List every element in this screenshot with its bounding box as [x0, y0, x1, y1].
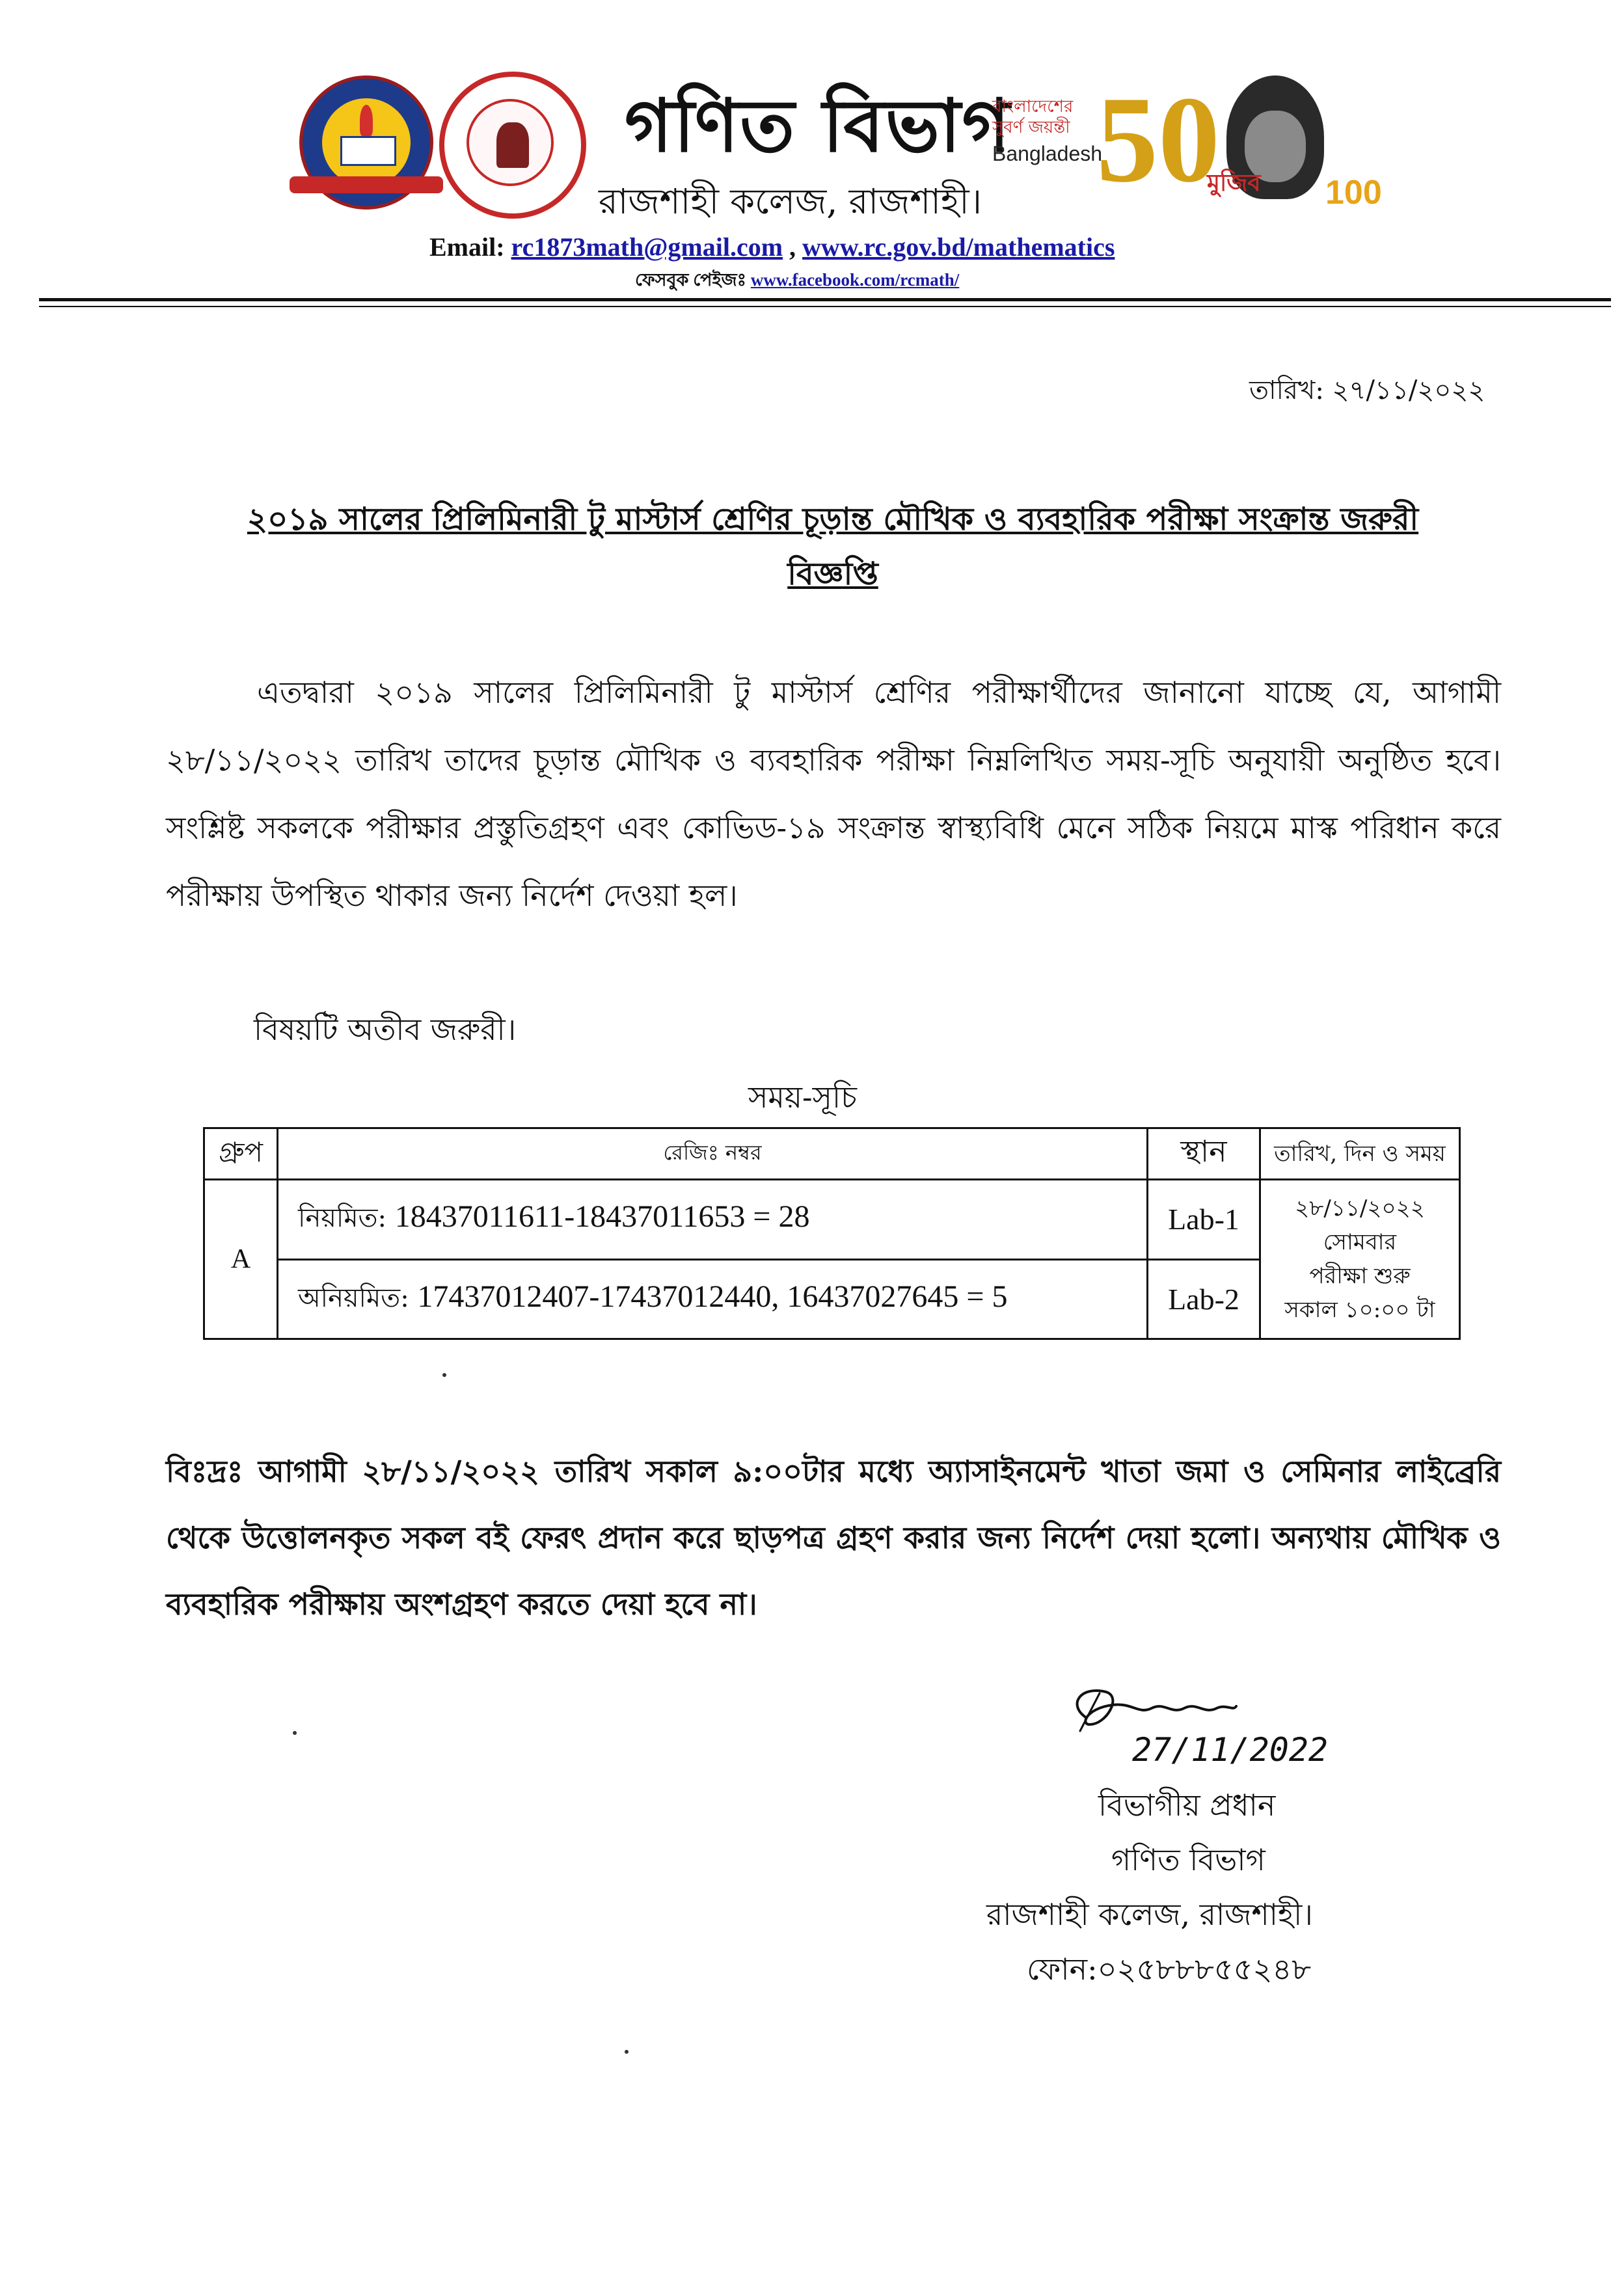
- department-title: গণিত বিভাগ: [625, 83, 1011, 169]
- table-header-row: [204, 1128, 1460, 1180]
- email-link[interactable]: rc1873math@gmail.com: [511, 232, 783, 262]
- facebook-label: ফেসবুক পেইজঃ: [635, 270, 747, 290]
- exam-time: সকাল ১০:০০ টা: [1284, 1297, 1435, 1323]
- rajshahi-college-logo: [299, 75, 433, 210]
- schedule-table: [203, 1127, 1461, 1340]
- header-divider-thin: [39, 306, 1611, 307]
- place-cell: Lab-2: [1148, 1259, 1260, 1339]
- notice-title: [169, 492, 1496, 601]
- golden-jubilee-text: বাংলাদেশের সুবর্ণ জয়ন্তী: [992, 97, 1074, 137]
- reg-numbers: 18437011611-18437011653 = 28: [394, 1199, 810, 1234]
- exam-date: ২৮/১১/২০২২: [1295, 1195, 1425, 1221]
- scan-speck: [625, 2050, 629, 2054]
- signature-date: 27/11/2022: [1132, 1731, 1329, 1769]
- scan-speck: [442, 1373, 446, 1377]
- notice-title-line: বিজ্ঞপ্তি: [787, 556, 878, 592]
- header-date: তারিখ, দিন ও সময়: [1260, 1128, 1460, 1180]
- facebook-line: [635, 267, 959, 296]
- header-divider: [39, 298, 1611, 301]
- date-cell: [1260, 1180, 1460, 1339]
- header-group: গ্রুপ: [204, 1128, 278, 1180]
- exam-start-label: পরীক্ষা শুরু: [1309, 1263, 1411, 1289]
- place-cell: Lab-1: [1148, 1180, 1260, 1260]
- nb-note: বিঃদ্রঃ আগামী ২৮/১১/২০২২ তারিখ সকাল ৯:০০টার মধ্যে অ্যাসাইনমেন্ট খাতা জমা ও সেমিনার লাইব্রেরি থেকে উত্তোলনকৃত সকল বই ফেরৎ প্রদান করে ছাড়পত্র গ্রহণ করার জন্য নির্দেশ দেয়া হলো। অন্যথায় মৌখিক ও ব্যবহারিক পরীক্ষায় অংশগ্রহণ করতে দেয়া হবে না।: [166, 1454, 1501, 1622]
- header-place: স্থান: [1148, 1128, 1260, 1180]
- reg-label: অনিয়মিত:: [298, 1283, 409, 1313]
- mujib-text: মুজিব: [1207, 170, 1261, 197]
- facebook-link[interactable]: www.facebook.com/rcmath/: [750, 270, 960, 290]
- notice-title-line: ২০১৯ সালের প্রিলিমিনারী টু মাস্টার্স শ্রেণির চূড়ান্ত মৌখিক ও ব্যবহারিক পরীক্ষা সংক্রান্ত জরুরী: [247, 501, 1419, 538]
- reg-numbers: 17437012407-17437012440, 16437027645 = 5: [417, 1279, 1008, 1314]
- signatory-college: রাজশাহী কলেজ, রাজশাহী।: [986, 1897, 1313, 1932]
- header-reg: রেজিঃ নম্বর: [278, 1128, 1148, 1180]
- contact-separator: ,: [789, 232, 796, 262]
- signatory-designation: বিভাগীয় প্রধান: [1098, 1788, 1276, 1823]
- reg-cell: [278, 1259, 1148, 1339]
- exam-day: সোমবার: [1323, 1229, 1397, 1255]
- urgent-note: বিষয়টি অতীব জরুরী।: [254, 1012, 517, 1047]
- website-link[interactable]: www.rc.gov.bd/mathematics: [802, 232, 1115, 262]
- mujib-centenary-logo: [1207, 75, 1389, 212]
- table-row: [204, 1180, 1460, 1260]
- education-campaign-logo: [439, 72, 586, 219]
- golden-jubilee-country: Bangladesh: [992, 142, 1103, 165]
- signatory-department: গণিত বিভাগ: [1111, 1842, 1265, 1877]
- reg-label: নিয়মিত:: [298, 1203, 387, 1234]
- college-name: রাজশাহী কলেজ, রাজশাহী।: [599, 181, 982, 222]
- schedule-title: সময়-সূচি: [748, 1080, 857, 1115]
- email-label: Email:: [429, 232, 505, 262]
- golden-jubilee-number: 50: [1096, 72, 1220, 208]
- contact-line: [429, 232, 1115, 262]
- reg-cell: [278, 1180, 1148, 1260]
- mujib-number: 100: [1325, 174, 1382, 211]
- signatory-phone: ফোন:০২৫৮৮৮৫৫২৪৮: [1027, 1952, 1312, 1987]
- notice-body: এতদ্বারা ২০১৯ সালের প্রিলিমিনারী টু মাস্টার্স শ্রেণির পরীক্ষার্থীদের জানানো যাচ্ছে যে, আগামী ২৮/১১/২০২২ তারিখ তাদের চূড়ান্ত মৌখিক ও ব্যবহারিক পরীক্ষা নিম্নলিখিত সময়-সূচি অনুযায়ী অনুষ্ঠিত হবে। সংশ্লিষ্ট সকলকে পরীক্ষার প্রস্তুতিগ্রহণ এবং কোভিড-১৯ সংক্রান্ত স্বাস্থ্যবিধি মেনে সঠিক নিয়মে মাস্ক পরিধান করে পরীক্ষায় উপস্থিত থাকার জন্য নির্দেশ দেওয়া হল।: [166, 675, 1501, 913]
- scan-speck: [293, 1731, 297, 1735]
- group-cell: A: [204, 1180, 278, 1339]
- golden-jubilee-logo: [992, 72, 1220, 208]
- notice-date: তারিখ: ২৭/১১/২০২২: [1249, 375, 1485, 405]
